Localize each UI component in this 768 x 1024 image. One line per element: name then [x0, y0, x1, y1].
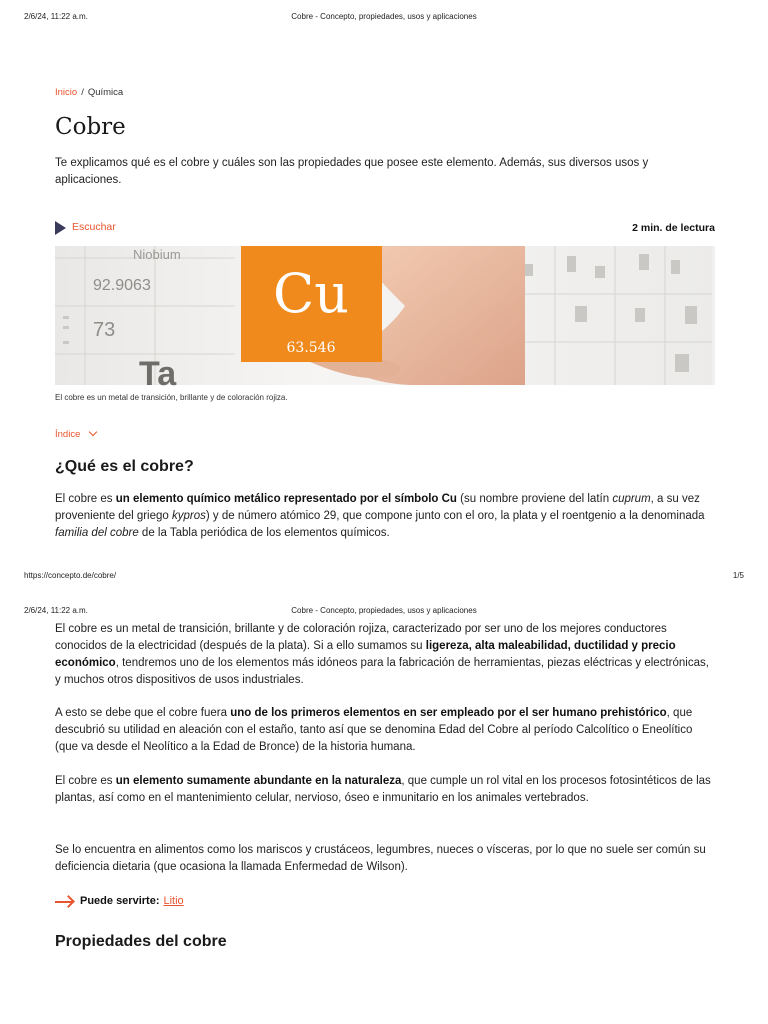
breadcrumb-separator: /	[81, 87, 84, 98]
paragraph: El cobre es un elemento sumamente abundante en la naturaleza, que cumple un rol vital en los procesos fotosintéticos de las plantas, así como en el mantenimiento celular, nervioso, óseo e inmunitario en los animales vertebrados.	[55, 775, 711, 804]
hero-tile-mass: 63.546	[286, 340, 336, 356]
print-header	[0, 606, 768, 620]
print-page-number: 1/5	[732, 571, 744, 580]
print-datetime: 2/6/24, 11:22 a.m.	[24, 606, 88, 615]
listen-button[interactable]: Escuchar	[72, 221, 116, 233]
hero-bg-symbol: Ta	[139, 355, 177, 393]
related-link-litio[interactable]: Litio	[163, 895, 184, 907]
print-url: https://concepto.de/cobre/	[24, 571, 117, 580]
page-title: Cobre	[55, 114, 126, 140]
paragraph: El cobre es un metal de transición, brillante y de coloración rojiza, caracterizado por ser uno de los mejores conductores conocidos de la electricidad (después de la plata). Si a ello sumamos su ligereza, alta maleabilidad, ductilidad y precio económico, tendremos uno de los elementos más idóneos para la fabricación de herramientas, piezas eléctricas y electrónicas, y muchos otros dispositivos de usos industriales.	[55, 623, 709, 686]
hero-tile-number: 29	[302, 232, 320, 248]
hero-bg-mass: 92.9063	[93, 277, 151, 294]
hero-bg-name: Niobium	[133, 247, 181, 262]
paragraph: Se lo encuentra en alimentos como los mariscos y crustáceos, legumbres, nueces o vísceras, por lo que no suele ser común su deficiencia dietaria (que ocasiona la llamada Enfermedad de Wilson).	[55, 844, 706, 873]
hero-caption: El cobre es un metal de transición, brillante y de coloración rojiza.	[55, 393, 288, 402]
breadcrumb	[55, 87, 715, 98]
paragraph: A esto se debe que el cobre fuera uno de los primeros elementos en ser empleado por el ser humano prehistórico, que descubrió su utilidad en aleación con el estaño, tanto así que se denomina Edad del Cobre al período Calcolítico o Eneolítico (que va desde el Neolítico a la Edad de Bronce) de la historia humana.	[55, 707, 693, 753]
related-label: Puede servirte:	[80, 895, 160, 907]
hero-tile-symbol: Cu	[272, 262, 350, 325]
arrow-right-icon	[55, 901, 72, 903]
index-label: Índice	[55, 429, 81, 440]
section-heading-propiedades: Propiedades del cobre	[55, 933, 227, 950]
breadcrumb-home-link[interactable]: Inicio	[55, 87, 78, 98]
listen-bar	[55, 220, 715, 236]
chevron-down-icon	[89, 428, 97, 436]
breadcrumb-category-link[interactable]: Química	[87, 87, 124, 98]
hero-bg-number: 73	[93, 319, 116, 341]
print-doc-title: Cobre - Concepto, propiedades, usos y aplicaciones	[291, 606, 477, 615]
print-datetime: 2/6/24, 11:22 a.m.	[24, 12, 88, 21]
reading-time: 2 min. de lectura	[632, 222, 715, 234]
section-heading-que-es: ¿Qué es el cobre?	[55, 458, 194, 475]
paragraph: El cobre es un elemento químico metálico representado por el símbolo Cu (su nombre proviene del latín cuprum, a su vez proveniente del griego kypros) y de número atómico 29, que compone junto con el oro, la plata y el roentgenio a la denominada familia del cobre de la Tabla periódica de los elementos químicos.	[55, 493, 705, 539]
play-icon[interactable]	[55, 221, 66, 235]
index-toggle[interactable]	[55, 429, 715, 440]
hero-image	[55, 232, 715, 393]
related-link-block	[55, 894, 715, 910]
print-header	[0, 12, 768, 26]
print-doc-title: Cobre - Concepto, propiedades, usos y aplicaciones	[291, 12, 477, 21]
hero-illustration	[55, 232, 712, 393]
article-intro: Te explicamos qué es el cobre y cuáles son las propiedades que posee este elemento. Además, sus diversos usos y aplicaciones.	[55, 157, 649, 186]
